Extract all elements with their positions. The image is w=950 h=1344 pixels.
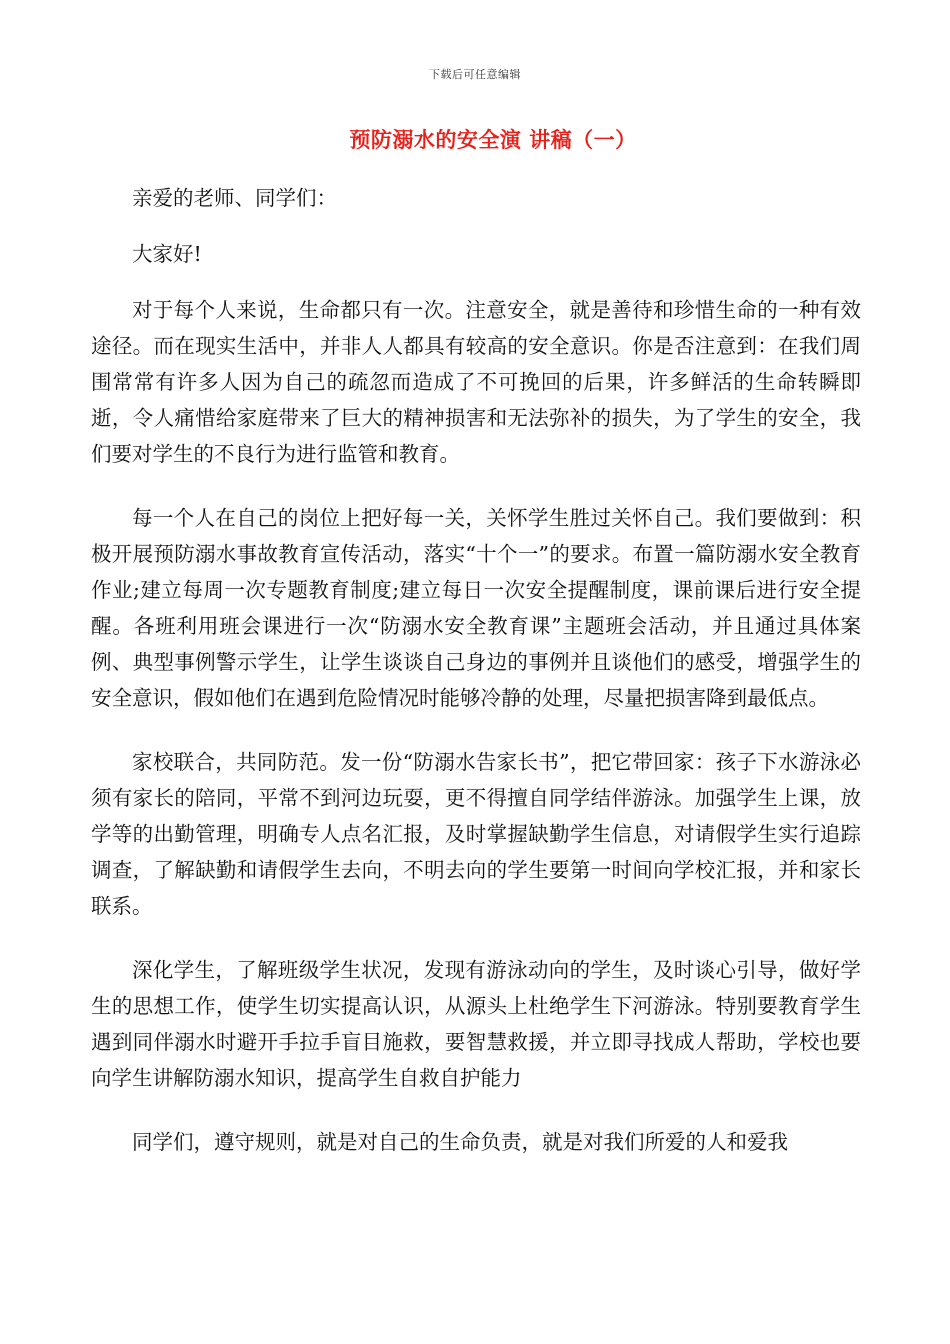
greeting-paragraph: 大家好!	[132, 242, 202, 266]
document-title: 预防溺水的安全演 讲稿（一）	[349, 127, 637, 152]
body-paragraph: 对于每个人来说，生命都只有一次。注意安全，就是善待和珍惜生命的一种有效途径。而在现实生活中，并非人人都具有较高的安全意识。你是否注意到：在我们周围常常有许多人因为自己的疏忽而造成了不可挽回的后果，许多鲜活的生命转瞬即逝，令人痛惜给家庭带来了巨大的精神损害和无法弥补的损失，为了学生的安全，我们要对学生的不良行为进行监管和教育。	[91, 298, 861, 466]
body-paragraph: 同学们，遵守规则，就是对自己的生命负责，就是对我们所爱的人和爱我	[132, 1130, 788, 1154]
body-paragraph: 深化学生，了解班级学生状况，发现有游泳动向的学生，及时谈心引导，做好学生的思想工作，使学生切实提高认识，从源头上杜绝学生下河游泳。特别要教育学生遇到同伴溺水时避开手拉手盲目施救，要智慧救援，并立即寻找成人帮助，学校也要向学生讲解防溺水知识，提高学生自救自护能力	[91, 958, 861, 1090]
body-paragraph: 家校联合，共同防范。发一份“防溺水告家长书”，把它带回家：孩子下水游泳必须有家长的陪同，平常不到河边玩耍，更不得擅自同学结伴游泳。加强学生上课，放学等的出勤管理，明确专人点名汇报，及时掌握缺勤学生信息，对请假学生实行追踪调查，了解缺勤和请假学生去向，不明去向的学生要第一时间向学校汇报，并和家长联系。	[91, 750, 861, 918]
salutation-paragraph: 亲爱的老师、同学们：	[132, 186, 337, 210]
document-body	[91, 180, 861, 1188]
header-note: 下载后可任意编辑	[429, 68, 521, 81]
body-paragraph: 每一个人在自己的岗位上把好每一关，关怀学生胜过关怀自己。我们要做到：积极开展预防溺水事故教育宣传活动，落实“十个一”的要求。布置一篇防溺水安全教育作业;建立每周一次专题教育制度;建立每日一次安全提醒制度，课前课后进行安全提醒。各班利用班会课进行一次“防溺水安全教育课”主题班会活动，并且通过具体案例、典型事例警示学生，让学生谈谈自己身边的事例并且谈他们的感受，增强学生的安全意识，假如他们在遇到危险情况时能够冷静的处理，尽量把损害降到最低点。	[91, 506, 861, 710]
